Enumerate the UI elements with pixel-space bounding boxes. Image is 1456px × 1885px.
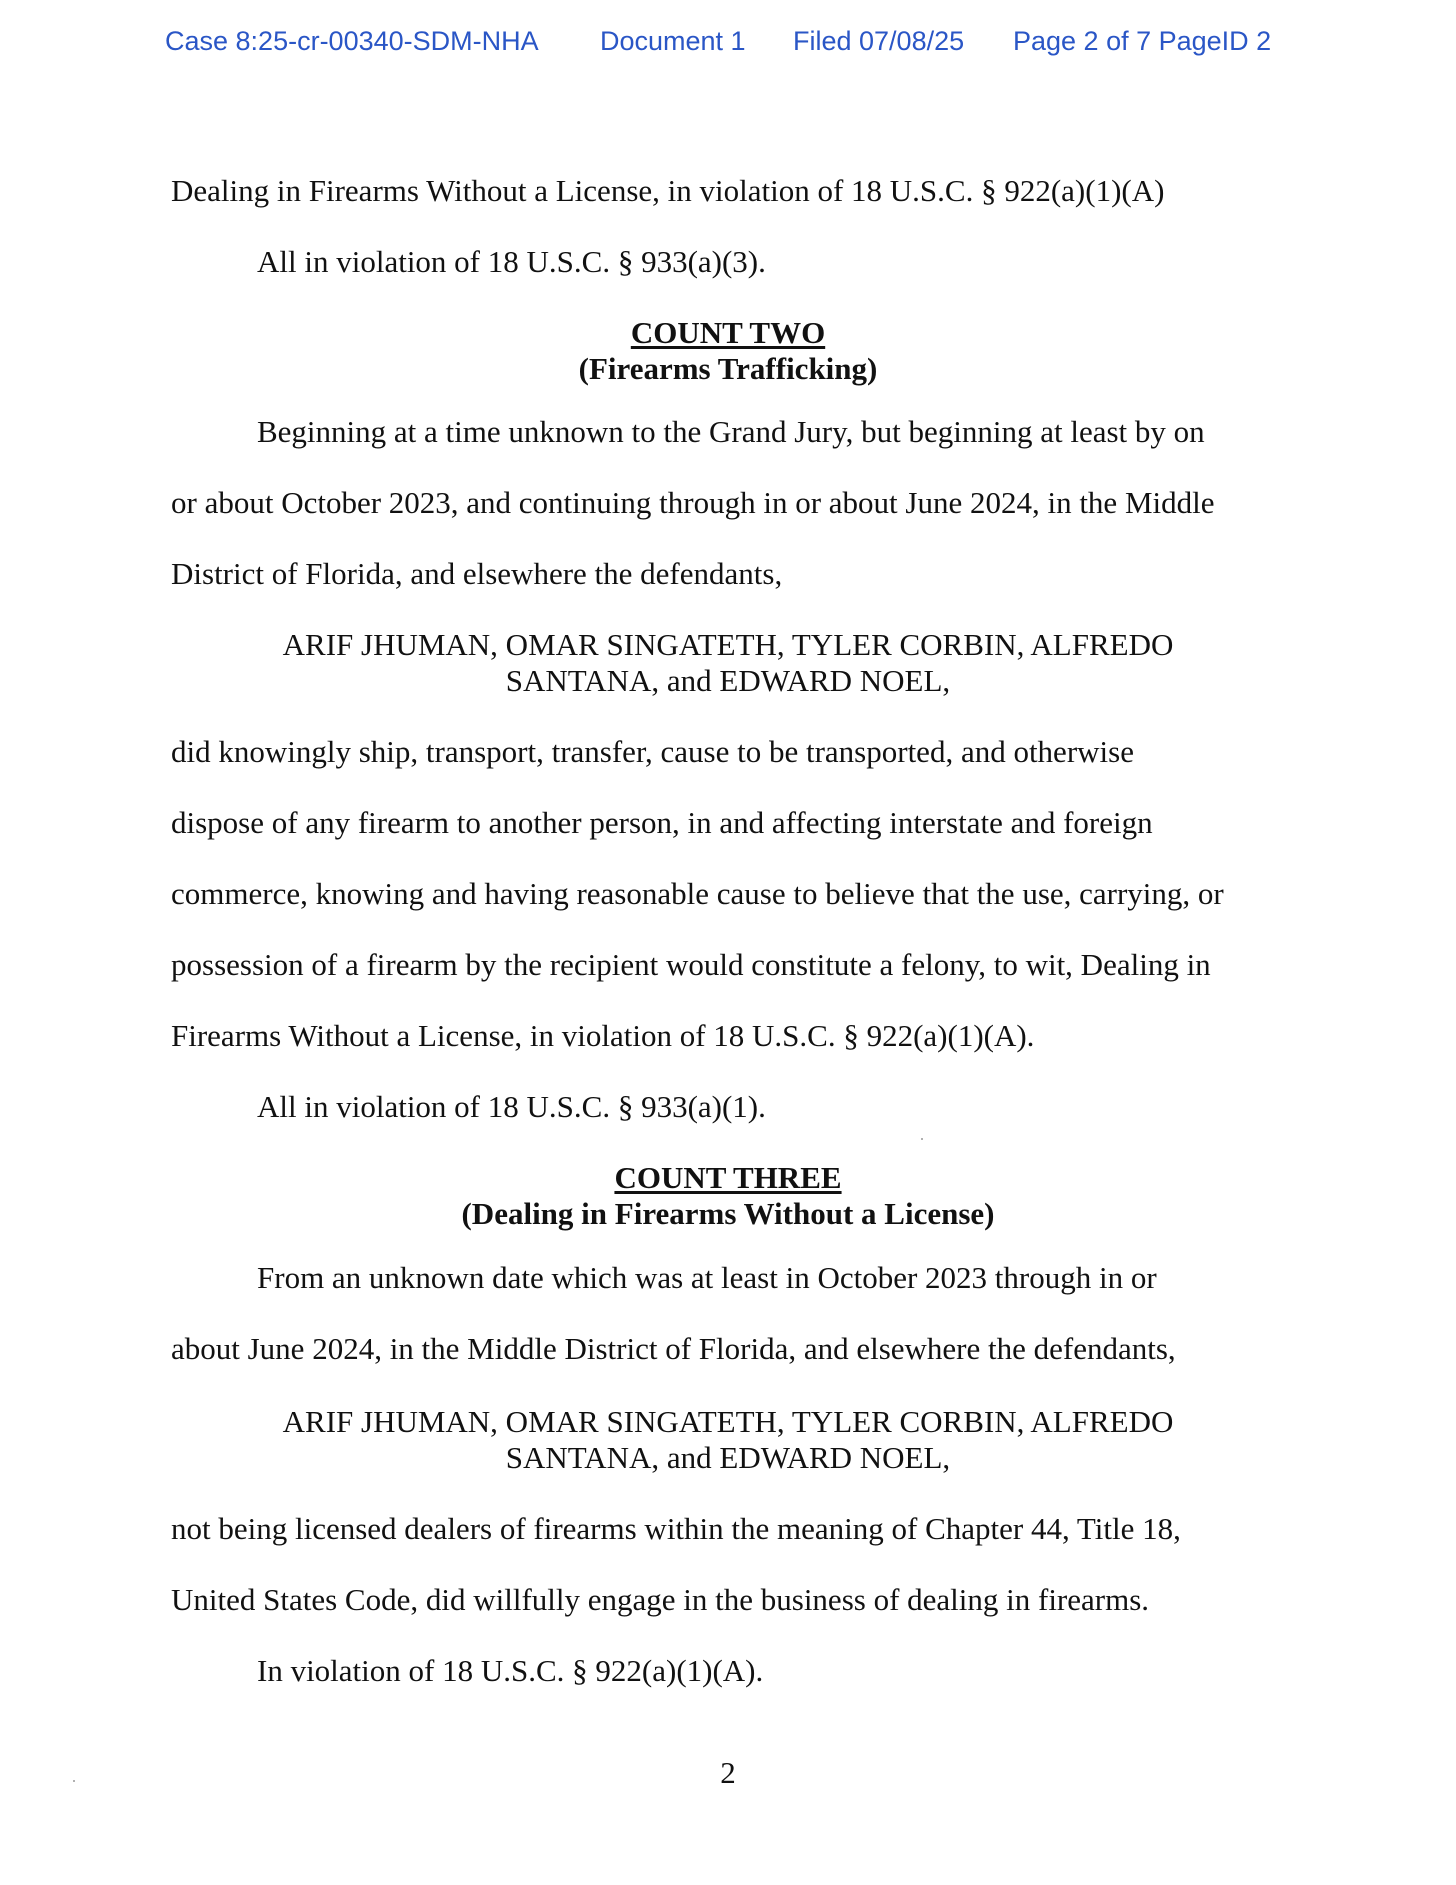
count-three-subtitle: (Dealing in Firearms Without a License) (461, 1196, 995, 1231)
body-line: All in violation of 18 U.S.C. § 933(a)(1). (257, 1089, 766, 1124)
body-line: United States Code, did willfully engage in the business of dealing in firearms. (171, 1582, 1150, 1617)
body-line: possession of a firearm by the recipient would constitute a felony, to wit, Dealing in (171, 947, 1211, 982)
defendants-line: SANTANA, and EDWARD NOEL, (505, 663, 951, 698)
body-line: Beginning at a time unknown to the Grand Jury, but beginning at least by on (257, 414, 1205, 449)
body-line: or about October 2023, and continuing through in or about June 2024, in the Middle (171, 485, 1215, 520)
body-line: dispose of any firearm to another person, in and affecting interstate and foreign (171, 805, 1153, 840)
count-two-subtitle: (Firearms Trafficking) (578, 351, 878, 386)
defendants-line: ARIF JHUMAN, OMAR SINGATETH, TYLER CORBIN, ALFREDO (282, 627, 1174, 662)
body-line: commerce, knowing and having reasonable cause to believe that the use, carrying, or (171, 876, 1224, 911)
body-line: All in violation of 18 U.S.C. § 933(a)(3). (257, 244, 766, 279)
body-line: not being licensed dealers of firearms within the meaning of Chapter 44, Title 18, (171, 1511, 1181, 1546)
body-line: Firearms Without a License, in violation of 18 U.S.C. § 922(a)(1)(A). (171, 1018, 1035, 1053)
ecf-header (0, 26, 1456, 66)
body-line: District of Florida, and elsewhere the defendants, (171, 556, 783, 591)
body-line: From an unknown date which was at least in October 2023 through in or (257, 1260, 1157, 1295)
defendants-line: SANTANA, and EDWARD NOEL, (505, 1440, 951, 1475)
defendants-line: ARIF JHUMAN, OMAR SINGATETH, TYLER CORBIN, ALFREDO (282, 1404, 1174, 1439)
scan-speck (73, 1780, 75, 1782)
body-line: In violation of 18 U.S.C. § 922(a)(1)(A). (257, 1653, 764, 1688)
document-number: Document 1 (600, 26, 746, 56)
scan-speck (921, 1138, 923, 1140)
count-two-title: COUNT TWO (630, 315, 826, 350)
body-line: did knowingly ship, transport, transfer, cause to be transported, and otherwise (171, 734, 1134, 769)
page-number: 2 (720, 1755, 736, 1790)
case-number: Case 8:25-cr-00340-SDM-NHA (165, 26, 539, 56)
body-line: Dealing in Firearms Without a License, in violation of 18 U.S.C. § 922(a)(1)(A) (171, 173, 1165, 208)
page-id: Page 2 of 7 PageID 2 (1013, 26, 1272, 56)
body-line: about June 2024, in the Middle District of Florida, and elsewhere the defendants, (171, 1331, 1176, 1366)
filed-date: Filed 07/08/25 (793, 26, 965, 56)
count-three-title: COUNT THREE (614, 1160, 842, 1195)
